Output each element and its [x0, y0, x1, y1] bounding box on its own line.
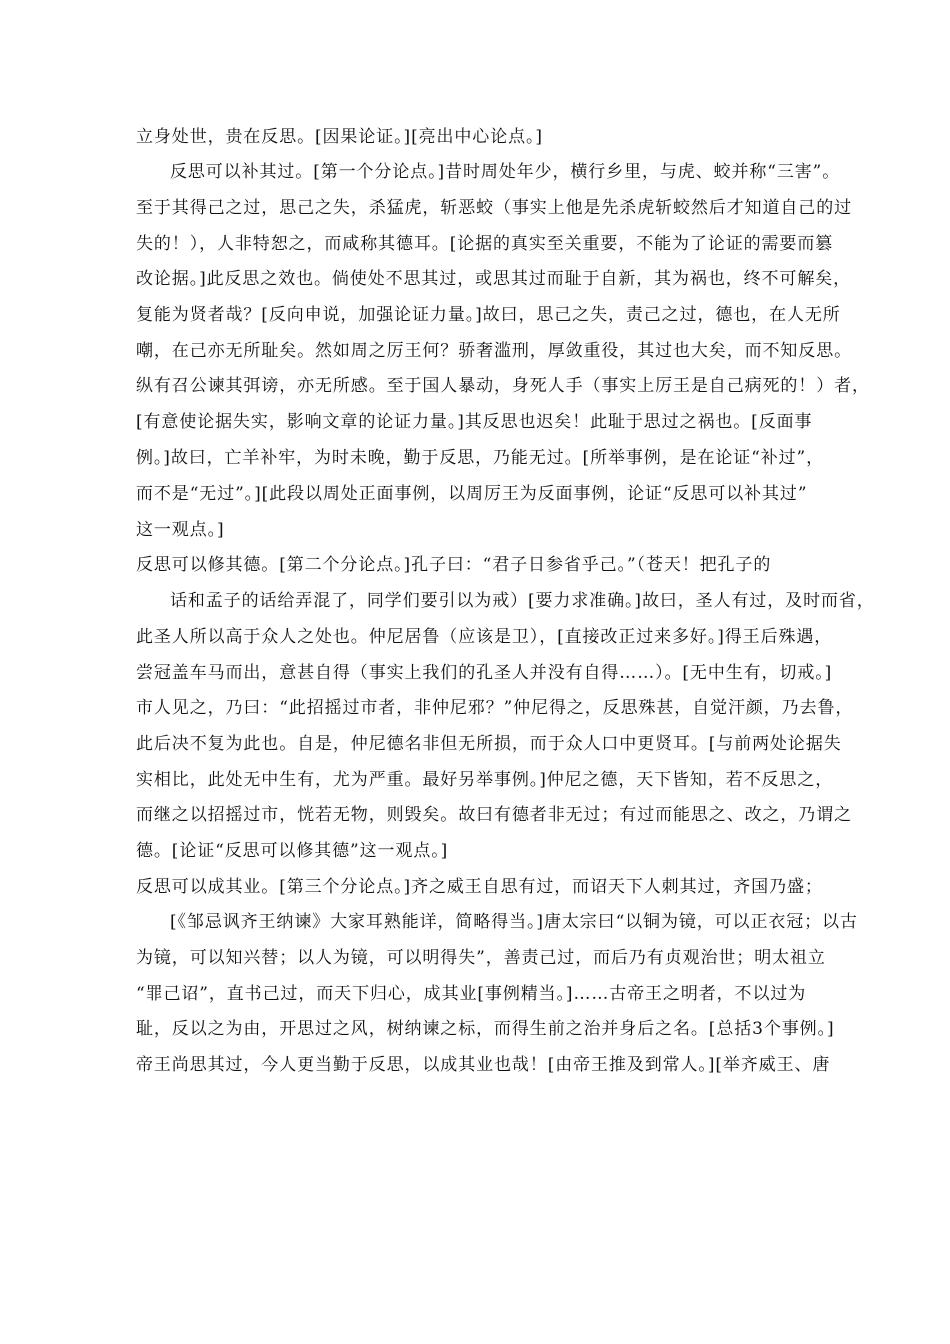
text-line: “罪己诏”，直书己过，而天下归心，成其业[事例精当。]……古帝王之明者，不以过为	[136, 984, 807, 1004]
text-line: 改论据。]此反思之效也。倘使处不思其过，或思其过而耻于自新，其为祸也，终不可解矣，	[136, 269, 852, 289]
text-line: 复能为贤者哉？[反向申说，加强论证力量。]故曰，思己之失，责己之过，德也，在人无所	[136, 305, 841, 325]
text-line: 而不是“无过”。][此段以周处正面事例，以周厉王为反面事例，论证“反思可以补其过”	[136, 484, 808, 504]
text-line: 耻，反以之为由，开思过之风，树纳谏之标，而得生前之治并身后之名。[总括3个事例。]	[136, 1019, 835, 1039]
text-line: 失的！），人非特恕之，而咸称其德耳。[论据的真实至关重要，不能为了论证的需要而篡	[136, 234, 834, 254]
text-line: 此圣人所以高于众人之处也。仲尼居鲁（应该是卫），[直接改正过来多好。]得王后殊遇，	[136, 627, 833, 647]
text-line: 而继之以招摇过市，恍若无物，则毁矣。故曰有德者非无过；有过而能思之、改之，乃谓之	[136, 805, 852, 825]
text-line: 德。[论证“反思可以修其德”这一观点。]	[136, 841, 449, 861]
text-line: 此后决不复为此也。自是，仲尼德名非但无所损，而于众人口中更贤耳。[与前两处论据失	[136, 734, 842, 754]
text-line: 帝王尚思其过，今人更当勤于反思，以成其业也哉！[由帝王推及到常人。][举齐威王、唐	[136, 1055, 831, 1075]
text-line: 立身处世，贵在反思。[因果论证。][亮出中心论点。]	[136, 127, 543, 147]
text-line: 例。]故曰，亡羊补牢，为时未晚，勤于反思，乃能无过。[所举事例，是在论证“补过”，	[136, 448, 825, 468]
text-line: 反思可以成其业。[第三个分论点。]齐之威王自思有过，而诏天下人刺其过，齐国乃盛；	[136, 877, 823, 897]
paragraph-first-line: 反思可以补其过。[第一个分论点。]昔时周处年少，横行乡里，与虎、蛟并称“三害”。	[170, 162, 841, 182]
paragraph-first-line: 话和孟子的话给弄混了，同学们要引以为戒）[要力求准确。]故曰，圣人有过，及时而省，	[170, 591, 875, 611]
paragraph-first-line: [《邹忌讽齐王纳谏》大家耳熟能详，简略得当。]唐太宗曰“以铜为镜，可以正衣冠；以古	[170, 912, 858, 932]
text-line: 尝冠盖车马而出，意甚自得（事实上我们的孔圣人并没有自得……）。[无中生有，切戒。]	[136, 663, 833, 683]
text-line: 至于其得己之过，思己之失，杀猛虎，斩恶蛟（事实上他是先杀虎斩蛟然后才知道自己的过	[136, 198, 852, 218]
text-line: 实相比，此处无中生有，尤为严重。最好另举事例。]仲尼之德，天下皆知，若不反思之，	[136, 770, 834, 790]
text-line: 为镜，可以知兴替；以人为镜，可以明得失”，善责己过，而后乃有贞观治世；明太祖立	[136, 948, 826, 968]
text-line: 纵有召公谏其弭谤，亦无所感。至于国人暴动，身死人手（事实上厉王是自己病死的！）者，	[136, 376, 870, 396]
text-line: [有意使论据失实，影响文章的论证力量。]其反思也迟矣！此耻于思过之祸也。[反面事	[136, 412, 813, 432]
text-line: 嘲，在己亦无所耻矣。然如周之厉王何？骄奢滥刑，厚敛重役，其过也大矣，而不知反思。	[136, 341, 852, 361]
text-line: 市人见之，乃曰：“此招摇过市者，非仲尼邪？”仲尼得之，反思殊甚，自觉汗颜，乃去鲁，	[136, 698, 854, 718]
text-line: 反思可以修其德。[第二个分论点。]孔子曰：“君子日参省乎己。”（苍天！把孔子的	[136, 555, 772, 575]
text-line: 这一观点。]	[136, 520, 225, 540]
